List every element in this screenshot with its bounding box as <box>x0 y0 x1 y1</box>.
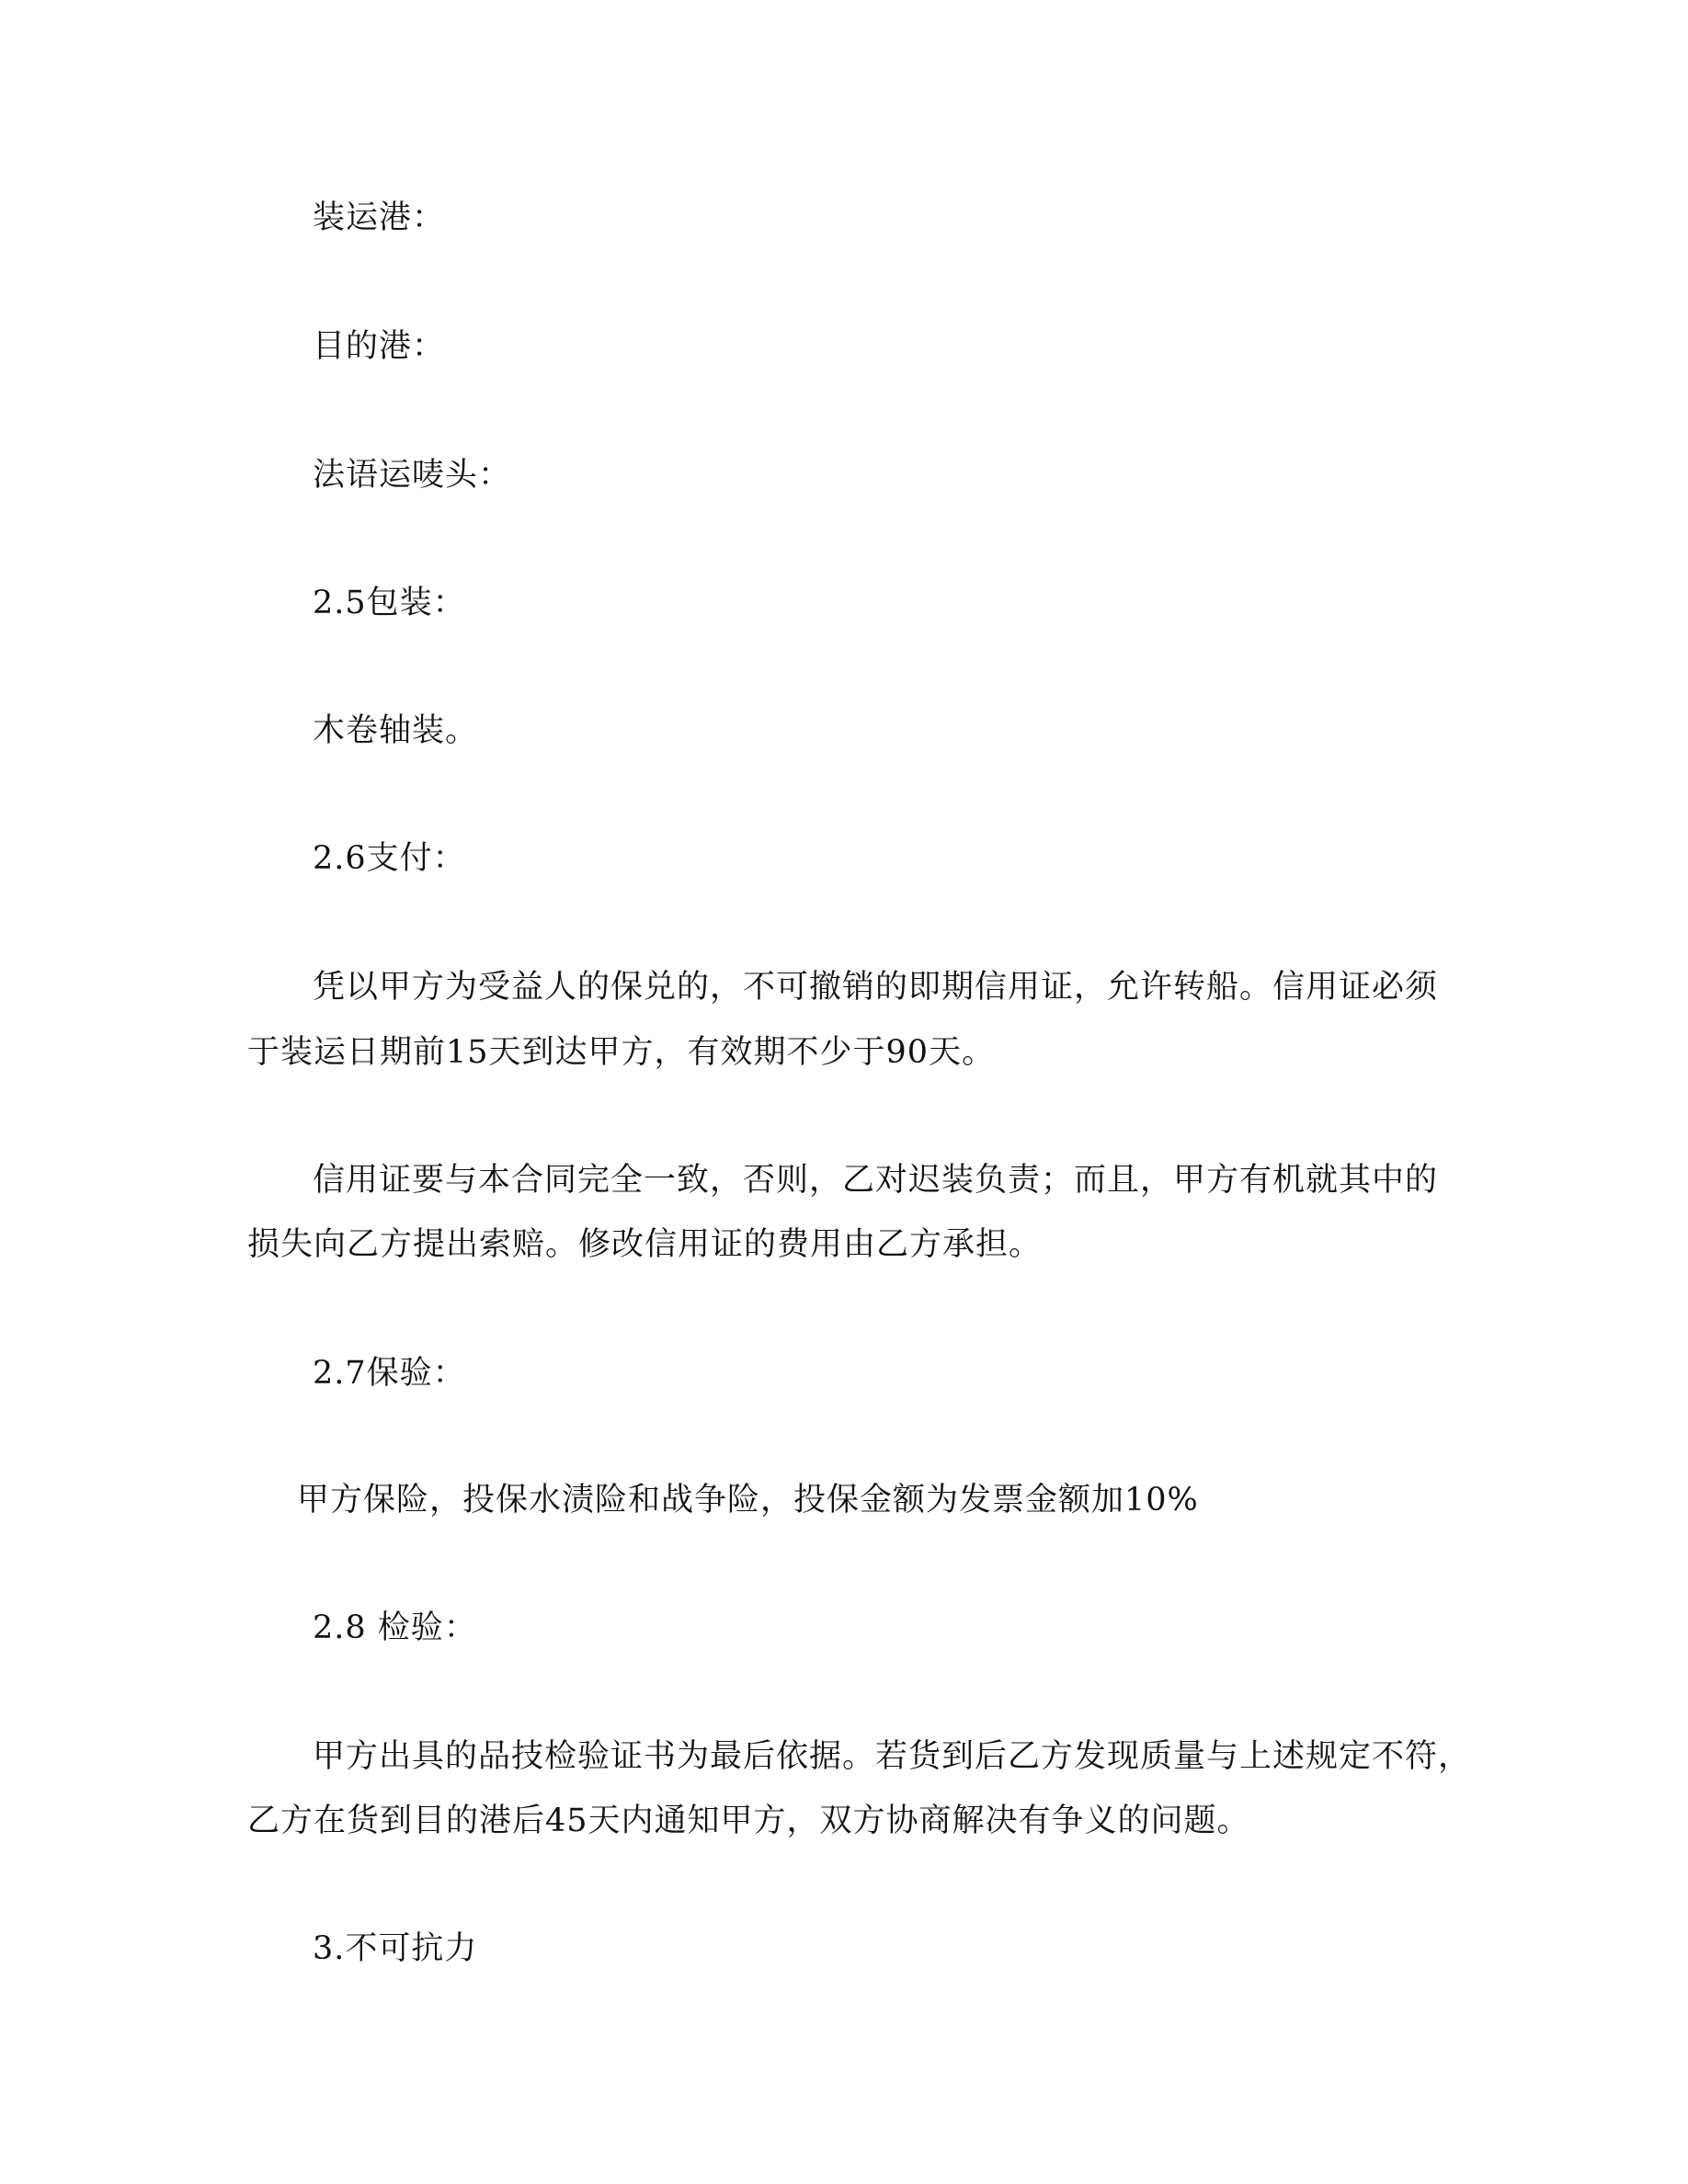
inspection-paragraph-line-2: 乙方在货到目的港后45天内通知甲方，双方协商解决有争义的问题。 <box>247 1803 1250 1839</box>
section-2-5-heading: 2.5包装： <box>313 585 466 621</box>
loading-port-label: 装运港： <box>313 199 446 236</box>
section-2-8-heading: 2.8 检验： <box>313 1610 477 1646</box>
credit-paragraph-line-1: 信用证要与本合同完全一致，否则，乙对迟装负责；而且，甲方有机就其中的 <box>313 1162 1439 1199</box>
section-2-7-heading: 2.7保验： <box>313 1355 466 1392</box>
destination-port-label: 目的港： <box>313 328 446 365</box>
shipping-mark-label: 法语运唛头： <box>313 457 512 494</box>
section-2-6-heading: 2.6支付： <box>313 840 466 877</box>
payment-paragraph-line-1: 凭以甲方为受益人的保兑的，不可撤销的即期信用证，允许转船。信用证必须 <box>313 969 1439 1006</box>
inspection-paragraph-line-1: 甲方出具的品技检验证书为最后依据。若货到后乙方发现质量与上述规定不符， <box>313 1738 1472 1775</box>
payment-paragraph-line-2: 于装运日期前15天到达甲方，有效期不少于90天。 <box>247 1034 996 1071</box>
credit-paragraph-line-2: 损失向乙方提出索赔。修改信用证的费用由乙方承担。 <box>247 1226 1043 1263</box>
insurance-paragraph: 甲方保险，投保水渍险和战争险，投保金额为发票金额加10% <box>297 1482 1199 1519</box>
packaging-text: 木卷轴装。 <box>313 712 479 749</box>
section-3-heading: 3.不可抗力 <box>313 1930 478 1967</box>
